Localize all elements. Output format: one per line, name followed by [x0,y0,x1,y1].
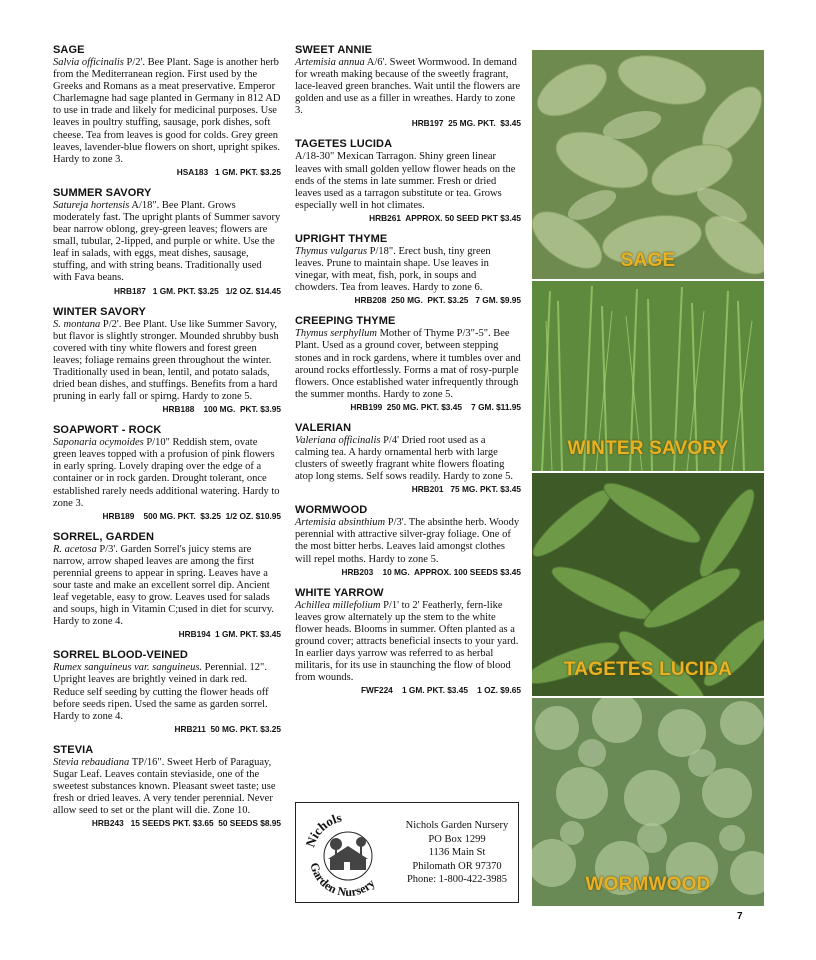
sage-photo [532,50,764,279]
herb-scientific-name: Satureja hortensis [53,199,130,211]
nursery-address [398,819,516,887]
herb-entry-valerian [295,422,521,495]
herb-name: SAGE [53,44,85,56]
herb-entry-summer-savory [53,187,281,297]
herb-scientific-name: Saponaria ocymoides [53,437,144,449]
nursery-contact-box [295,802,519,903]
herb-price: HRB199 250 MG. PKT. $3.45 7 GM. $11.95 [350,401,521,412]
herb-description [295,57,521,117]
herb-price: HRB201 75 MG. PKT. $3.45 [411,484,521,495]
herb-details: Mother of Thyme P/3"-5". Bee Plant. Used as a ground cover, between stepping stones and in rock gardens, where it tumbles over and around rocks effortlessly. Forms a mat of rosy-purple flowers. Once established water infrequently through the summer months. Hardy to zone 5. [295,328,521,400]
page-number: 7 [737,911,743,922]
herb-name: SUMMER SAVORY [53,186,152,199]
herb-entry-wormwood [295,504,521,577]
herb-price: HRB211 50 MG. PKT. $3.25 [174,723,281,734]
herb-price: HRB189 500 MG. PKT. $3.25 1/2 OZ. $10.95 [102,510,281,521]
herb-name: WINTER SAVORY [53,305,146,318]
herb-price: FWF224 1 GM. PKT. $3.45 1 OZ. $9.65 [360,685,521,696]
herb-name: CREEPING THYME [295,315,396,328]
herb-entry-creeping-thyme [295,315,521,413]
herb-entry-stevia [53,744,281,829]
herb-name: SORREL, GARDEN [53,530,155,543]
herb-scientific-name: Salvia officinalis [53,57,124,68]
herb-price: HRB188 100 MG. PKT. $3.95 [162,404,281,415]
herb-description [295,517,521,565]
herb-description [53,757,281,817]
herb-description [295,151,521,211]
herb-entry-white-yarrow [295,587,521,697]
herb-price: HRB203 10 MG. APPROX. 100 SEEDS $3.45 [341,566,521,577]
herb-price: HRB194 1 GM. PKT. $3.45 [178,629,281,640]
herb-entry-tagetes-lucida [295,138,521,223]
herb-description [53,662,281,722]
herb-entry-sorrel-garden [53,531,281,641]
herb-description [53,200,281,285]
herb-description [295,435,521,483]
herb-details: P/3'. Garden Sorrel's juicy stems are narrow, arrow shaped leaves are among the first perennial greens to appear in spring. Leaves have a sour taste and make an excellent sorrel dip. Ancient leaf vegetable, easy to grow. Leaves used for salads and soups, high in Vitamin C;used in diet for scurvy. Hardy to zone 4. [53,543,275,628]
herb-description [53,437,281,510]
herb-scientific-name: Thymus vulgarus [295,245,368,257]
nichols-garden-nursery-logo [300,806,396,900]
herb-entry-sweet-annie [295,44,521,129]
herb-scientific-name: R. acetosa [53,543,97,555]
herb-name: WORMWOOD [295,504,368,517]
herb-price: HRB187 1 GM. PKT. $3.25 1/2 OZ. $14.45 [114,285,281,296]
catalog-column-middle [295,44,521,705]
nursery-po-box: PO Box 1299 [428,833,486,845]
herb-description [295,328,521,401]
nursery-city: Philomath OR 97370 [412,860,502,872]
svg-text:Garden Nursery: Garden Nursery [307,860,378,900]
winter-savory-photo-caption: WINTER SAVORY [567,438,729,459]
herb-scientific-name: Stevia rebaudiana [53,756,130,768]
herb-details: A/6'. Sweet Wormwood. In demand for wreath making because of the sweetly fragrant, lace-leaved green branches. Wait until the flowers are golden and use as a filler in wreathes. Hardy to zone 3. [295,57,521,117]
wormwood-photo-caption: WORMWOOD [585,874,711,895]
svg-text:Nichols: Nichols [302,809,344,850]
herb-entry-sorrel-blood-veined [53,649,281,734]
herb-details: P/1' to 2' Featherly, fern-like leaves grow alternately up the stem to the white flower heads. Blooms in summer. Often planted as a ground cover; attracts beneficial insects to your yard. In earlier days yarrow was referred to as herbal militaris, for its use in staunching the flow of blood from wounds. [295,599,519,684]
tagetes-lucida-photo-caption: TAGETES LUCIDA [563,659,733,680]
nursery-phone: Phone: 1-800-422-3985 [406,874,508,885]
catalog-column-left [53,44,281,838]
sage-photo-caption: SAGE [620,250,676,271]
herb-entry-winter-savory [53,306,281,416]
herb-details: P/10" Reddish stem, ovate green leaves topped with a profusion of pink flowers in early spring. Lovely draping over the edge of a container or in rock garden. Drought tolerant, once established rarely needs additional watering. Hardy to zone 3. [53,437,280,509]
herb-scientific-name: Artemisia annua [295,57,365,68]
herb-description [53,57,281,166]
herb-scientific-name: S. montana [53,318,101,330]
herb-scientific-name: Thymus serphyllum [295,328,377,340]
herb-details: Perennial. 12". Upright leaves are brightly veined in dark red. Reduce self seeding by cutting the flower heads off before seeds ripen. Used the same as garden sorrel. Hardy to zone 4. [53,662,269,722]
herb-details: A/18-30" Mexican Tarragon. Shiny green linear leaves with small golden yellow flower heads on the ends of the stems in late summer. Fresh or dried leaves used as a tarragon substitute or tea. Grows especially well in hot climates. [295,151,516,211]
herb-scientific-name: Achillea millefolium [295,599,381,611]
herb-details: P/18". Erect bush, tiny green leaves. Prune to maintain shape. Use leaves in vinegar, with meat, fish, pork, in soups and chowders. Tea from leaves. Hardy to zone 6. [295,245,491,294]
herb-name: VALERIAN [295,421,352,434]
herb-entry-upright-thyme [295,233,521,306]
herb-price: HRB243 15 SEEDS PKT. $3.65 50 SEEDS $8.95 [91,818,281,829]
herb-name: TAGETES LUCIDA [295,138,393,151]
herb-price: HRB197 25 MG. PKT. $3.45 [411,118,521,129]
herb-name: WHITE YARROW [295,586,384,599]
herb-name: STEVIA [53,743,94,756]
herb-scientific-name: Rumex sanguineus var. sanguineus. [53,662,203,674]
herb-details: A/18". Bee Plant. Grows moderately fast. The upright plants of Summer savory bear narrow oblong, grey-green leaves; flowers are small, tubular, 2-lipped, and purple or white. Use the leaf in salads, with eggs, meat dishes, sausage, stuffing, and with string beans. Traditionally used with Fava beans. [53,199,281,284]
herb-price: HRB208 250 MG. PKT. $3.25 7 GM. $9.95 [354,295,521,306]
herb-description [53,544,281,629]
herb-details: P/3'. The absinthe herb. Woody perennial with attractive silver-gray foliage. One of the most bitter herbs. Leaves laid amongst clothes will repel moths. Hardy to zone 5. [295,517,520,565]
herb-name: UPRIGHT THYME [295,232,388,245]
herb-scientific-name: Artemisia absinthium [295,517,386,529]
herb-details: P/4' Dried root used as a calming tea. A hardy ornamental herb with large clusters of sweetly fragrant white flowers floating atop long stems. Self sows readily. Hardy to zone 5. [295,434,514,483]
herb-name: SWEET ANNIE [295,44,373,56]
herb-price: HSA183 1 GM. PKT. $3.25 [176,166,281,177]
herb-description [295,246,521,294]
herb-description [53,319,281,404]
herb-name: SORREL BLOOD-VEINED [53,649,188,662]
herb-details: TP/16". Sweet Herb of Paraguay, Sugar Leaf. Leaves contain steviaside, one of the sweetest substances known. Pleasant sweet taste; use fresh or dried leaves. A very tender perennial. Never allow seed to set or the plant will die. Zone 10. [53,756,276,817]
photo-column [532,50,764,906]
herb-details: P/2'. Bee Plant. Sage is another herb from the Mediterranean region. First used by the Greeks and Romans as a meat preservative. Emperor Charlemagne had sage planted in Germany in 812 AD to use in trade and likely for medicinal purposes. Use leaves in poultry stuffing, sausage, pork dishes, soft cheese. Tea from leaves is good for colds. Grey green leaves, lavender-blue flowers on short, upright spikes. Hardy to zone 3. [53,57,281,165]
herb-description [295,600,521,685]
nursery-street: 1136 Main St [428,847,486,858]
herb-name: SOAPWORT - ROCK [53,424,162,437]
herb-scientific-name: Valeriana officinalis [295,434,381,446]
nursery-name: Nichols Garden Nursery [405,820,509,831]
herb-details: P/2'. Bee Plant. Use like Summer Savory, but flavor is slightly stronger. Mounded shrubby bush covered with tiny white flowers and forest green leaves; foliage remains green throughout the winter. Traditionally used in bean, lentil, and potato salads, dried bean dishes, and stuffings. Benefits from a hard pruning in early fall or spirng. Hardy to zone 5. [53,318,279,403]
herb-price: HRB261 APPROX. 50 SEED PKT $3.45 [369,212,521,223]
herb-entry-soapwort-rock [53,424,281,522]
herb-entry-sage [53,44,281,178]
